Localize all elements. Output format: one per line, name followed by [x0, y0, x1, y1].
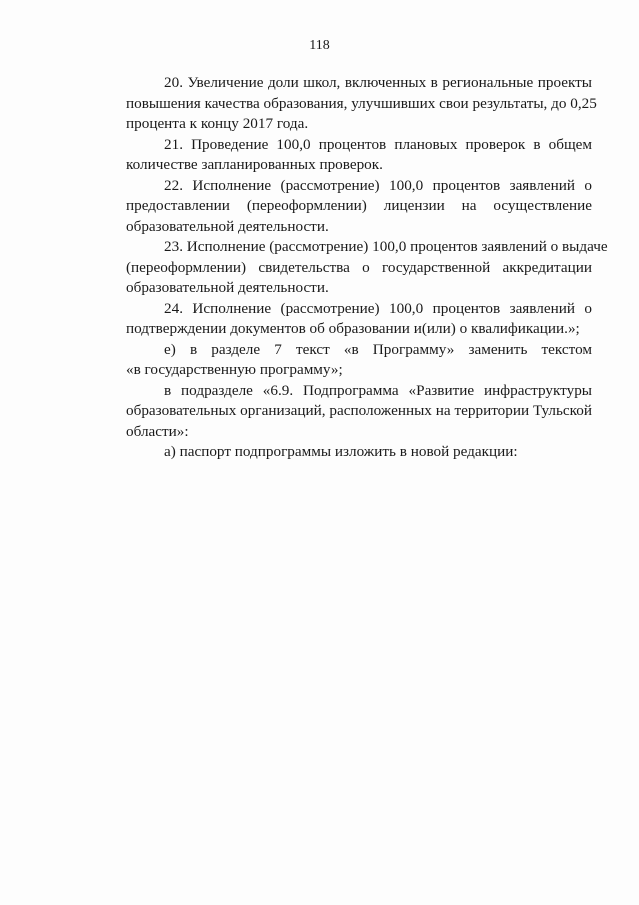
paragraph-subsection-6-9	[88, 381, 592, 443]
paragraph-item-20	[88, 73, 597, 135]
paragraph-subitem-e	[88, 340, 592, 381]
paragraph-item-23	[88, 237, 608, 299]
paragraph-item-21	[88, 135, 592, 176]
paragraph-line: подтверждении документов об образовании и(или) о квалификации.»;	[126, 320, 580, 337]
paragraph-line: «в государственную программу»;	[126, 361, 343, 378]
paragraph-line: 23. Исполнение (рассмотрение) 100,0 процентов заявлений о выдаче	[164, 238, 608, 255]
paragraph-item-22	[88, 176, 592, 238]
paragraph-item-24	[88, 299, 592, 340]
paragraph-line: процента к концу 2017 года.	[126, 115, 309, 132]
paragraph-line: 24. Исполнение (рассмотрение) 100,0 процентов заявлений о	[164, 299, 592, 317]
paragraph-line: повышения качества образования, улучшивших свои результаты, до 0,25	[126, 94, 597, 112]
paragraph-line: предоставлении (переоформлении) лицензии на осуществление	[126, 197, 592, 214]
paragraph-line: а) паспорт подпрограммы изложить в новой редакции:	[164, 443, 518, 460]
paragraph-line: в подразделе «6.9. Подпрограмма «Развитие инфраструктуры	[164, 381, 592, 399]
paragraph-line: е) в разделе 7 текст «в Программу» заменить текстом	[164, 340, 592, 358]
paragraph-line: 20. Увеличение доли школ, включенных в региональные проекты	[164, 74, 592, 91]
paragraph-line: образовательных организаций, расположенных на территории Тульской	[126, 402, 592, 419]
paragraph-line: 22. Исполнение (рассмотрение) 100,0 процентов заявлений о	[164, 176, 592, 194]
paragraph-line: количестве запланированных проверок.	[126, 156, 383, 173]
page-number: 118	[309, 38, 330, 53]
paragraph-line: образовательной деятельности.	[126, 217, 329, 235]
paragraph-line: 21. Проведение 100,0 процентов плановых проверок в общем	[164, 135, 592, 153]
paragraph-line: (переоформлении) свидетельства о государственной аккредитации	[126, 258, 592, 276]
paragraph-line: области»:	[126, 422, 189, 440]
paragraph-subitem-a	[88, 442, 592, 463]
paragraph-line: образовательной деятельности.	[126, 279, 329, 296]
document-body	[88, 73, 608, 463]
